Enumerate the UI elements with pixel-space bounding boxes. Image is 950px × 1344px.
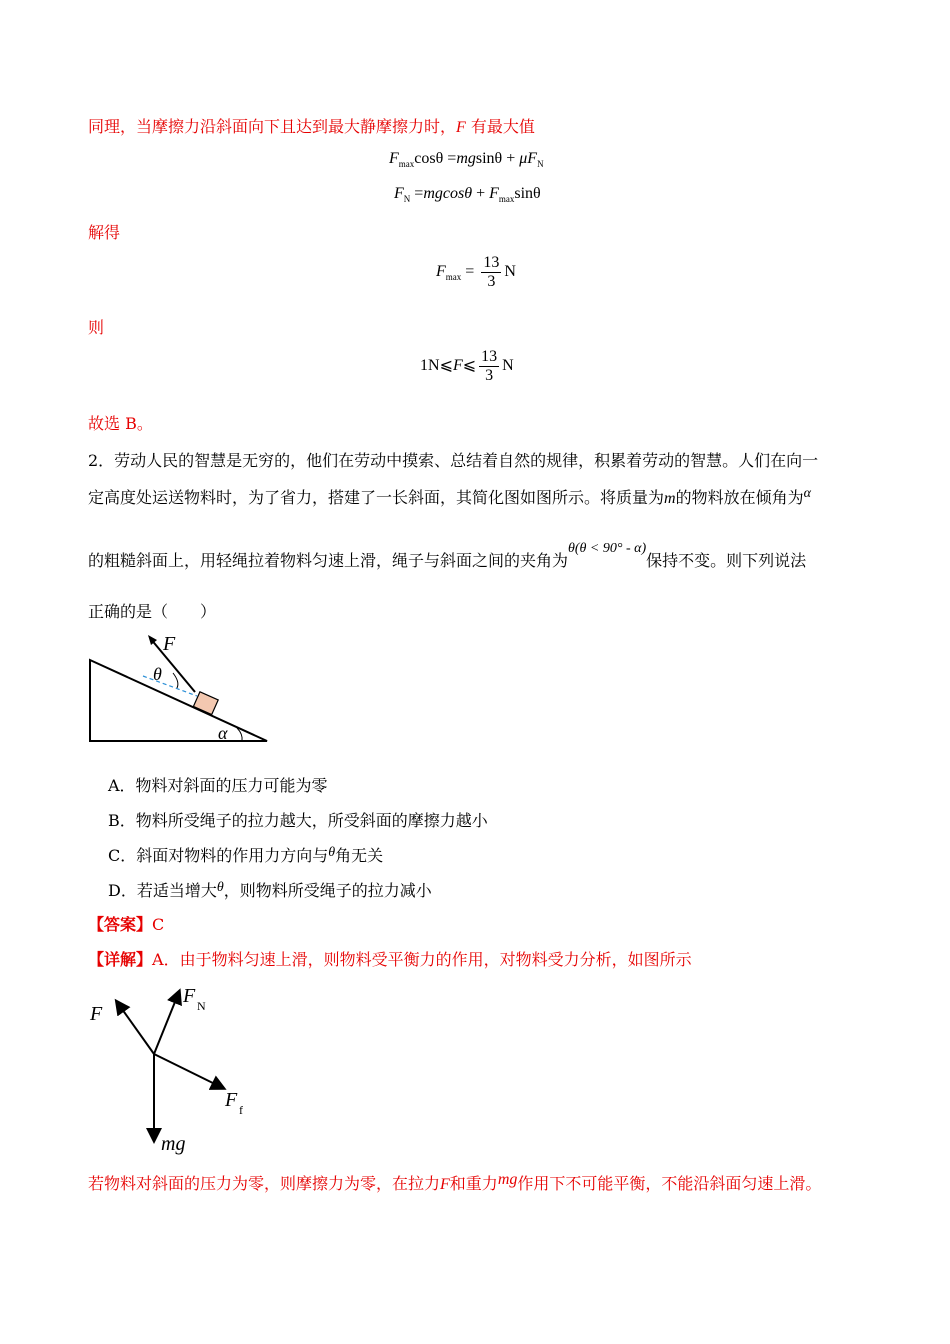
eq1-eq: =	[447, 150, 457, 167]
incline-figure	[85, 630, 275, 745]
option-a: A．物料对斜面的压力可能为零	[108, 776, 328, 795]
eq4-unit: N	[502, 357, 514, 375]
label-mg: mg	[161, 1133, 186, 1155]
q2-line3a: 的粗糙斜面上，用轻绳拉着物料匀速上滑，绳子与斜面之间的夹角为	[88, 551, 569, 570]
last-c: 作用下不可能平衡，不能沿斜面匀速上滑。	[517, 1174, 822, 1193]
option-c-text: C．斜面对物料的作用力方向与	[108, 846, 329, 865]
q2-line3	[88, 541, 807, 573]
eq2-lhs: F	[394, 185, 404, 202]
eq3-fraction	[481, 254, 501, 291]
eq4-left: 1N	[420, 357, 440, 375]
answer-tag: 【答案】	[88, 915, 153, 934]
eq4-num: 13	[481, 348, 498, 365]
last-b: 和重力	[449, 1174, 498, 1193]
label-F: F	[163, 633, 176, 655]
eq4-le1: ⩽	[439, 357, 453, 375]
intro-line	[88, 117, 535, 138]
solve-label: 解得	[88, 223, 121, 242]
answer-line	[88, 915, 164, 935]
label-FN: F	[183, 985, 196, 1007]
last-mg: mg	[497, 1171, 518, 1188]
equation-2	[394, 185, 541, 203]
eq4-fraction	[479, 348, 499, 385]
option-c	[108, 843, 383, 866]
label-Ff: F	[225, 1089, 238, 1111]
eq3-num: 13	[483, 254, 500, 271]
eq1-plus: +	[506, 150, 516, 167]
eq1-cos: cosθ	[414, 150, 444, 167]
arrow-Ff	[154, 1054, 223, 1088]
intro-text: 同理，当摩擦力沿斜面向下且达到最大静摩擦力时，	[88, 117, 457, 136]
equation-3	[436, 254, 516, 291]
eq1-mu-sub: N	[537, 159, 544, 169]
q2-line2	[88, 488, 811, 510]
q2-line2a: 定高度处运送物料时，为了省力，搭建了一长斜面，其简化图如图所示。将质量为	[88, 488, 665, 507]
q2-line1: 2．劳动人民的智慧是无穷的，他们在劳动中摸索、总结着自然的规律，积累着劳动的智慧。人们在向一	[88, 451, 819, 470]
eq2-rhs: mgcosθ	[423, 185, 473, 202]
arrow-FN	[154, 992, 179, 1054]
option-d-tail: ，则物料所受绳子的拉力减小	[223, 881, 432, 900]
q2-line4: 正确的是（ ）	[88, 602, 217, 621]
detail-text: A．由于物料匀速上滑，则物料受平衡力的作用，对物料受力分析，如图所示	[152, 950, 692, 969]
choose-label: 故选 B。	[88, 414, 153, 433]
last-F: F	[440, 1176, 450, 1193]
answer-value: C	[152, 915, 165, 934]
block	[193, 692, 218, 715]
intro-var: F	[456, 119, 466, 136]
eq1-mu: μF	[519, 150, 538, 167]
theta-arc	[173, 673, 178, 688]
option-c-var: θ	[328, 845, 336, 860]
eq4-var: F	[452, 357, 463, 375]
eq3-lhs-sub: max	[445, 272, 462, 283]
eq2-sin: sinθ	[514, 185, 541, 202]
last-a: 若物料对斜面的压力为零，则摩擦力为零，在拉力	[88, 1174, 441, 1193]
eq2-plus: +	[476, 185, 486, 202]
detail-line	[88, 950, 692, 970]
eq1-rhs2: sinθ	[475, 150, 503, 167]
arrow-F	[117, 1002, 154, 1054]
eq2-f: F	[489, 185, 499, 202]
eq4-le2: ⩽	[462, 357, 477, 375]
label-FN-sub: N	[197, 999, 206, 1013]
q2-condition: θ(θ < 90° - α)	[568, 541, 647, 556]
q2-line3b: 保持不变。则下列说法	[646, 551, 807, 570]
option-c-tail: 角无关	[335, 846, 384, 865]
label-F2: F	[90, 1003, 103, 1025]
equation-4	[420, 348, 514, 385]
eq1-lhs-sub: max	[398, 159, 415, 169]
eq3-unit: N	[504, 263, 516, 281]
eq2-f-sub: max	[498, 194, 515, 204]
equation-1	[389, 150, 544, 168]
force-diagram	[85, 982, 265, 1157]
eq2-eq: =	[414, 185, 424, 202]
eq3-eq: =	[465, 263, 475, 281]
option-d-var: θ	[216, 880, 224, 895]
label-theta: θ	[153, 664, 162, 684]
label-Ff-sub: f	[239, 1103, 243, 1117]
q2-line2b: 的物料放在倾角为	[675, 488, 804, 507]
q2-mass-var: m	[664, 490, 676, 507]
detail-tag: 【详解】	[88, 950, 153, 969]
last-line	[88, 1171, 822, 1195]
eq4-den: 3	[485, 367, 494, 384]
q2-alpha-var: α	[803, 486, 811, 501]
eq1-lhs: F	[389, 150, 399, 167]
eq3-lhs: F	[436, 263, 446, 281]
option-d-text: D．若适当增大	[108, 881, 217, 900]
eq3-den: 3	[487, 273, 496, 290]
eq2-lhs-sub: N	[403, 194, 411, 204]
then-label: 则	[88, 318, 105, 337]
option-d	[108, 878, 432, 901]
option-b: B．物料所受绳子的拉力越大，所受斜面的摩擦力越小	[108, 811, 488, 830]
eq1-rhs: mg	[456, 150, 476, 167]
intro-tail: 有最大值	[470, 117, 535, 136]
label-alpha: α	[218, 723, 228, 743]
